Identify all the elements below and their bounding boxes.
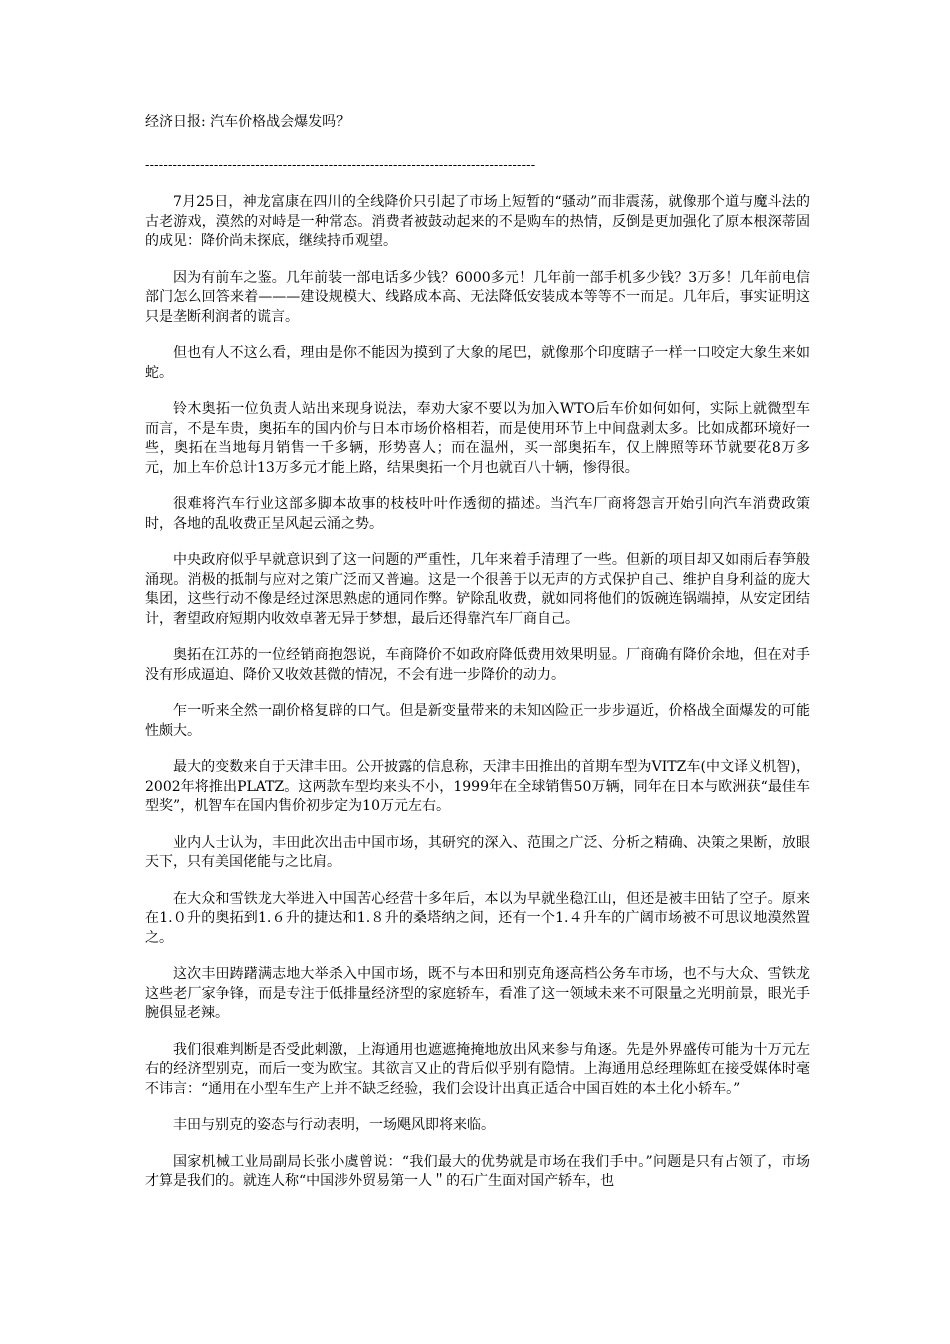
paragraph: 铃木奥拓一位负责人站出来现身说法，奉劝大家不要以为加入WTO后车价如何如何，实际上就微型车而言，不是车贵，奥拓车的国内价与日本市场价格相若，而是使用环节上中间盘剥太多。比如成都环境好一些，奥拓在当地每月销售一千多辆，形势喜人；而在温州，买一部奥拓车，仅上牌照等环节就要花8万多元，加上车价总计13万多元才能上路，结果奥拓一个月也就百八十辆，惨得很。 [145, 401, 810, 476]
paragraph: 最大的变数来自于天津丰田。公开披露的信息称，天津丰田推出的首期车型为VITZ车(中文译义机智)， 2002年将推出PLATZ。这两款车型均来头不小，1999年在全球销售50万辆，同年在日本与欧洲获“最佳车型奖”，机智车在国内售价初步定为10万元左右。 [145, 759, 810, 814]
paragraph: 业内人士认为，丰田此次出击中国市场，其研究的深入、范围之广泛、分析之精确、决策之果断，放眼天下，只有美国佬能与之比肩。 [145, 834, 810, 870]
paragraph: 很难将汽车行业这部多脚本故事的枝枝叶叶作透彻的描述。当汽车厂商将怨言开始引向汽车消费政策时，各地的乱收费正呈风起云涌之势。 [145, 496, 810, 532]
paragraph: 7月25日，神龙富康在四川的全线降价只引起了市场上短暂的“骚动”而非震荡，就像那个道与魔斗法的古老游戏，漠然的对峙是一种常态。消费者被鼓动起来的不是购车的热情，反倒是更加强化了原本根深蒂固的成见：降价尚未探底，继续持币观望。 [145, 194, 810, 249]
paragraph: 中央政府似乎早就意识到了这一问题的严重性，几年来着手清理了一些。但新的项目却又如雨后春笋般涌现。消极的抵制与应对之策广泛而又普遍。这是一个很善于以无声的方式保护自己、维护自身利益的庞大集团，这些行动不像是经过深思熟虑的通同作弊。铲除乱收费，就如同将他们的饭碗连锅端掉，从安定团结计，奢望政府短期内收效卓著无异于梦想，最后还得靠汽车厂商自己。 [145, 552, 810, 627]
paragraph: 奥拓在江苏的一位经销商抱怨说，车商降价不如政府降低费用效果明显。厂商确有降价余地，但在对手没有形成逼迫、降价又收效甚微的情况，不会有进一步降价的动力。 [145, 647, 810, 683]
document-page [145, 112, 810, 1192]
article-title: 经济日报: 汽车价格战会爆发吗？ [145, 114, 351, 130]
paragraph: 但也有人不这么看，理由是你不能因为摸到了大象的尾巴，就像那个印度瞎子一样一口咬定大象生来如蛇。 [145, 345, 810, 381]
paragraph: 在大众和雪铁龙大举进入中国苦心经营十多年后，本以为早就坐稳江山，但还是被丰田钻了空子。原来在1.０升的奥拓到1.６升的捷达和1.８升的桑塔纳之间，还有一个1.４升车的广阔市场被不可思议地漠然置之。 [145, 890, 810, 946]
paragraph: 我们很难判断是否受此刺激，上海通用也遮遮掩掩地放出风来参与角逐。先是外界盛传可能为十万元左右的经济型别克，而后一变为欧宝。其欲言又止的背后似乎别有隐情。上海通用总经理陈虹在接受媒体时毫不讳言：“通用在小型车生产上并不缺乏经验，我们会设计出真正适合中国百姓的本土化小轿车。” [145, 1041, 810, 1097]
paragraph: 乍一听来全然一副价格复辟的口气。但是新变量带来的未知凶险正一步步逼近，价格战全面爆发的可能性颇大。 [145, 703, 810, 739]
paragraph: 这次丰田踌躇满志地大举杀入中国市场，既不与本田和别克角逐高档公务车市场，也不与大众、雪铁龙这些老厂家争锋，而是专注于低排量经济型的家庭轿车，看准了这一领域未来不可限量之光明前景，眼光手腕俱显老辣。 [145, 966, 810, 1021]
paragraph: 国家机械工业局副局长张小虞曾说：“我们最大的优势就是市场在我们手中。”问题是只有占领了，市场才算是我们的。就连人称“中国涉外贸易第一人＂的石广生面对国产轿车，也 [145, 1153, 810, 1189]
divider-line: ------------------------------------------------------------------------------------- [145, 158, 536, 173]
paragraph: 因为有前车之鉴。几年前装一部电话多少钱？6000多元！几年前一部手机多少钱？3万多！几年前电信部门怎么回答来着———建设规模大、线路成本高、无法降低安装成本等等不一而足。几年后，事实证明这只是垄断利润者的谎言。 [145, 269, 810, 325]
paragraph: 丰田与别克的姿态与行动表明，一场飓风即将来临。 [173, 1117, 495, 1133]
